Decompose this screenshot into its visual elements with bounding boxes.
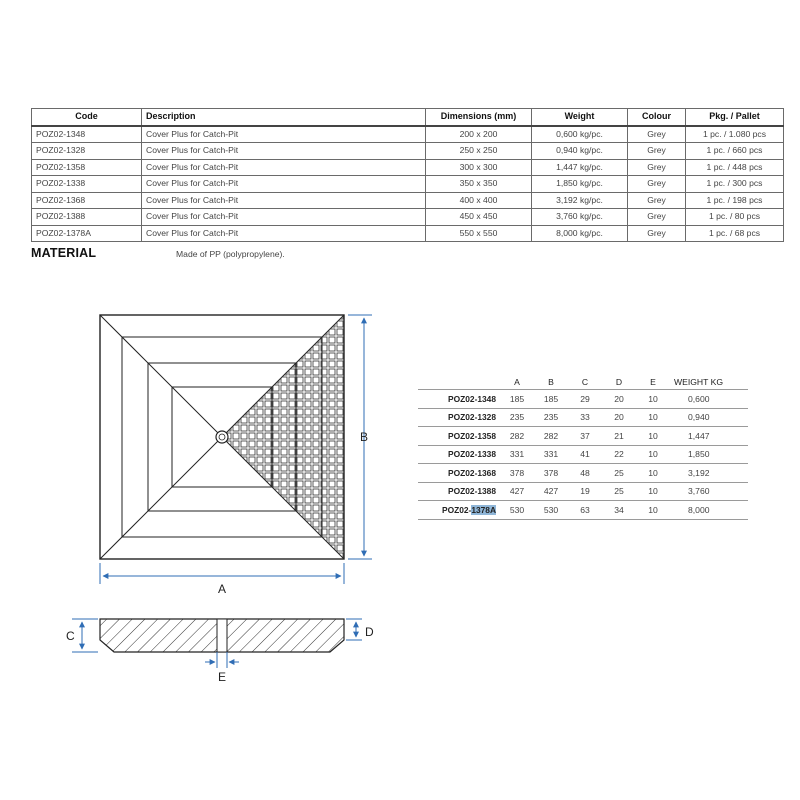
cell-dimensions: 400 x 400 xyxy=(426,192,532,209)
cell-e: 10 xyxy=(636,482,670,501)
cell-a: 235 xyxy=(500,408,534,427)
cell-b: 235 xyxy=(534,408,568,427)
cell-weight: 3,760 kg/pc. xyxy=(532,209,628,226)
cell-dimensions: 300 x 300 xyxy=(426,159,532,176)
cell-c: 41 xyxy=(568,445,602,464)
dimension-c xyxy=(66,619,98,652)
cell-colour: Grey xyxy=(628,176,686,193)
code-text: POZ02- xyxy=(441,504,472,515)
cell-code xyxy=(418,427,500,446)
header-weight: Weight xyxy=(532,109,628,126)
cell-description: Cover Plus for Catch-Pit xyxy=(142,143,426,160)
cell-weight: 0,600 xyxy=(670,390,748,409)
cell-dimensions: 200 x 200 xyxy=(426,126,532,143)
drain-hole xyxy=(216,431,228,443)
code-text: POZ02-1388 xyxy=(448,486,496,497)
cell-code: POZ02-1368 xyxy=(32,192,142,209)
cell-b: 185 xyxy=(534,390,568,409)
cell-a: 282 xyxy=(500,427,534,446)
cell-b: 282 xyxy=(534,427,568,446)
dims-header-d: D xyxy=(615,376,623,387)
cell-pkg: 1 pc. / 448 pcs xyxy=(686,159,784,176)
dims-header-b: B xyxy=(548,376,554,387)
cell-description: Cover Plus for Catch-Pit xyxy=(142,209,426,226)
cell-weight: 1,850 xyxy=(670,445,748,464)
cell-weight: 8,000 xyxy=(670,501,748,520)
cell-e: 10 xyxy=(636,501,670,520)
cell-code: POZ02-1328 xyxy=(32,143,142,160)
cell-description: Cover Plus for Catch-Pit xyxy=(142,192,426,209)
table-row xyxy=(418,427,748,446)
cell-colour: Grey xyxy=(628,126,686,143)
cell-colour: Grey xyxy=(628,159,686,176)
dimension-a xyxy=(100,563,344,596)
cell-d: 20 xyxy=(602,390,636,409)
material-text: Made of PP (polypropylene). xyxy=(176,249,285,259)
cell-a: 530 xyxy=(500,501,534,520)
cell-c: 33 xyxy=(568,408,602,427)
label-b: B xyxy=(360,430,369,444)
cell-a: 185 xyxy=(500,390,534,409)
cell-description: Cover Plus for Catch-Pit xyxy=(142,159,426,176)
cell-c: 29 xyxy=(568,390,602,409)
cell-description: Cover Plus for Catch-Pit xyxy=(142,126,426,143)
header-description: Description xyxy=(142,109,426,126)
cell-a: 331 xyxy=(500,445,534,464)
label-c: C xyxy=(66,629,75,643)
cell-d: 21 xyxy=(602,427,636,446)
cell-dimensions: 550 x 550 xyxy=(426,225,532,242)
material-heading: MATERIAL xyxy=(31,246,97,260)
dims-header-code xyxy=(418,374,500,390)
code-text: POZ02-1358 xyxy=(448,430,496,441)
cell-code xyxy=(418,464,500,483)
header-pkg: Pkg. / Pallet xyxy=(686,109,784,126)
cell-colour: Grey xyxy=(628,225,686,242)
label-e: E xyxy=(217,670,227,684)
cell-description: Cover Plus for Catch-Pit xyxy=(142,176,426,193)
cell-code: POZ02-1338 xyxy=(32,176,142,193)
cell-code: POZ02-1378A xyxy=(32,225,142,242)
cell-pkg: 1 pc. / 80 pcs xyxy=(686,209,784,226)
cell-weight: 1,850 kg/pc. xyxy=(532,176,628,193)
cover-cross-section xyxy=(100,619,344,652)
label-a: A xyxy=(217,582,227,596)
code-text: POZ02-1348 xyxy=(448,393,496,404)
header-colour: Colour xyxy=(628,109,686,126)
cell-a: 378 xyxy=(500,464,534,483)
cell-c: 48 xyxy=(568,464,602,483)
table-row xyxy=(418,390,748,409)
cell-weight: 0,940 kg/pc. xyxy=(532,143,628,160)
cell-pkg: 1 pc. / 198 pcs xyxy=(686,192,784,209)
cell-code: POZ02-1358 xyxy=(32,159,142,176)
dimension-b xyxy=(348,315,372,559)
cover-top-view xyxy=(100,315,344,559)
label-d: D xyxy=(365,625,374,639)
table-row xyxy=(418,408,748,427)
cell-colour: Grey xyxy=(628,143,686,160)
dims-header-e: E xyxy=(650,376,656,387)
cell-description: Cover Plus for Catch-Pit xyxy=(142,225,426,242)
dimension-e xyxy=(205,652,239,684)
dimensions-table xyxy=(418,374,748,520)
cell-d: 20 xyxy=(602,408,636,427)
cell-e: 10 xyxy=(636,390,670,409)
cell-code xyxy=(418,408,500,427)
cell-c: 19 xyxy=(568,482,602,501)
cell-e: 10 xyxy=(636,464,670,483)
table-row xyxy=(418,482,748,501)
cell-weight: 3,192 kg/pc. xyxy=(532,192,628,209)
code-text-highlighted: 1378A xyxy=(471,504,496,515)
code-text: POZ02-1328 xyxy=(448,412,496,423)
dimensions-table-header xyxy=(418,374,748,390)
cell-b: 530 xyxy=(534,501,568,520)
cell-dimensions: 350 x 350 xyxy=(426,176,532,193)
cell-e: 10 xyxy=(636,408,670,427)
cell-d: 25 xyxy=(602,482,636,501)
cell-b: 378 xyxy=(534,464,568,483)
table-row xyxy=(418,464,748,483)
cell-d: 34 xyxy=(602,501,636,520)
cell-code xyxy=(418,445,500,464)
cell-d: 25 xyxy=(602,464,636,483)
cell-d: 22 xyxy=(602,445,636,464)
cell-dimensions: 450 x 450 xyxy=(426,209,532,226)
cell-code xyxy=(418,482,500,501)
cell-e: 10 xyxy=(636,445,670,464)
cell-weight: 0,940 xyxy=(670,408,748,427)
table-row xyxy=(418,445,748,464)
cell-weight: 3,192 xyxy=(670,464,748,483)
cell-weight: 1,447 xyxy=(670,427,748,446)
table-row xyxy=(418,501,748,520)
cell-dimensions: 250 x 250 xyxy=(426,143,532,160)
dims-header-weight: WEIGHT KG xyxy=(674,376,724,387)
header-dimensions: Dimensions (mm) xyxy=(426,109,532,126)
cell-colour: Grey xyxy=(628,192,686,209)
cell-code: POZ02-1388 xyxy=(32,209,142,226)
cell-a: 427 xyxy=(500,482,534,501)
cell-weight: 8,000 kg/pc. xyxy=(532,225,628,242)
code-text: POZ02-1368 xyxy=(448,467,496,478)
cell-weight: 0,600 kg/pc. xyxy=(532,126,628,143)
header-code: Code xyxy=(32,109,142,126)
cell-pkg: 1 pc. / 300 pcs xyxy=(686,176,784,193)
dims-header-c: C xyxy=(581,376,589,387)
code-text: POZ02-1338 xyxy=(448,449,496,460)
cell-code xyxy=(418,501,500,520)
cell-b: 331 xyxy=(534,445,568,464)
cell-colour: Grey xyxy=(628,209,686,226)
cell-weight: 3,760 xyxy=(670,482,748,501)
cell-pkg: 1 pc. / 1.080 pcs xyxy=(686,126,784,143)
cell-weight: 1,447 kg/pc. xyxy=(532,159,628,176)
cell-c: 63 xyxy=(568,501,602,520)
cell-pkg: 1 pc. / 660 pcs xyxy=(686,143,784,160)
cell-e: 10 xyxy=(636,427,670,446)
cell-pkg: 1 pc. / 68 pcs xyxy=(686,225,784,242)
cell-code xyxy=(418,390,500,409)
dimension-d xyxy=(346,619,374,640)
cell-code: POZ02-1348 xyxy=(32,126,142,143)
cell-c: 37 xyxy=(568,427,602,446)
cell-b: 427 xyxy=(534,482,568,501)
dims-header-a: A xyxy=(514,376,520,387)
